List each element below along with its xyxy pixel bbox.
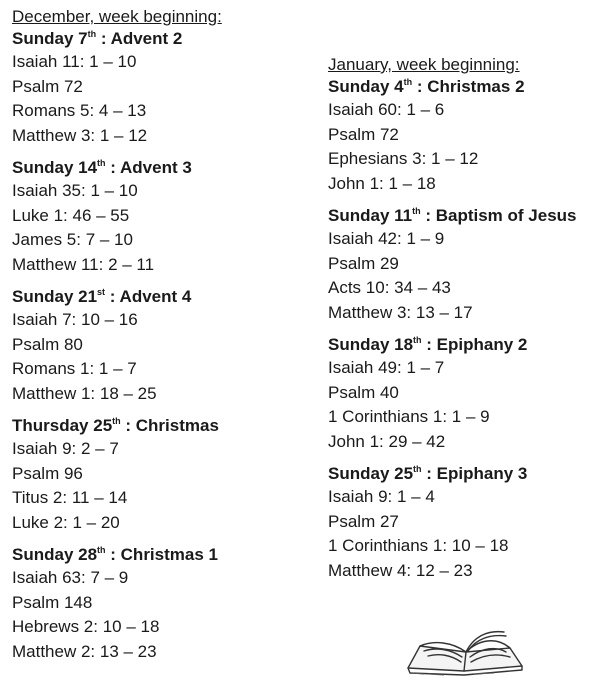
reading-line: Acts 10: 34 – 43 [328, 278, 451, 297]
week-occasion: : Advent 4 [105, 287, 192, 306]
week-title [328, 462, 603, 485]
december-week-sunday-28 [12, 543, 312, 664]
reading-line: Psalm 80 [12, 334, 83, 354]
day-ordinal-suffix: th [413, 464, 422, 474]
reading-line: Matthew 11: 2 – 11 [12, 254, 155, 274]
december-sunday-list [12, 27, 312, 664]
reading-line: Psalm 72 [12, 76, 83, 96]
week-title [328, 333, 603, 356]
week-occasion: : Christmas [120, 416, 219, 435]
reading-line: 1 Corinthians 1: 1 – 9 [328, 407, 490, 426]
january-week-sunday-4 [328, 75, 603, 196]
reading-line: Isaiah 42: 1 – 9 [328, 229, 445, 248]
reading-line: Psalm 29 [328, 253, 399, 273]
january-week-sunday-11 [328, 204, 603, 325]
reading-line: Psalm 27 [328, 511, 399, 531]
reading-line: Luke 1: 46 – 55 [12, 205, 130, 225]
reading-line: Isaiah 49: 1 – 7 [328, 358, 445, 377]
week-occasion: : Advent 2 [96, 29, 183, 48]
reading-line: Matthew 3: 1 – 12 [12, 125, 148, 145]
reading-line: Isaiah 35: 1 – 10 [12, 181, 138, 200]
week-title [12, 156, 312, 179]
day-ordinal-suffix: th [97, 158, 106, 168]
week-occasion: : Christmas 2 [412, 77, 525, 96]
week-day: Sunday 4 [328, 77, 404, 96]
reading-line: Titus 2: 11 – 14 [12, 488, 128, 507]
reading-line: Matthew 2: 13 – 23 [12, 641, 157, 661]
reading-line: Romans 1: 1 – 7 [12, 359, 137, 378]
week-occasion: : Christmas 1 [105, 545, 218, 564]
week-day: Sunday 14 [12, 158, 98, 177]
day-ordinal-suffix: th [413, 335, 422, 345]
week-day: Sunday 28 [12, 545, 98, 564]
day-ordinal-suffix: th [403, 77, 413, 87]
reading-line: Isaiah 60: 1 – 6 [328, 100, 445, 119]
week-title [12, 27, 312, 50]
week-occasion: : Advent 3 [105, 158, 192, 177]
january-week-sunday-25 [328, 462, 603, 583]
week-title [328, 75, 603, 98]
reading-line: John 1: 29 – 42 [328, 431, 446, 451]
reading-line: Isaiah 11: 1 – 10 [12, 52, 137, 71]
reading-line: 1 Corinthians 1: 10 – 18 [328, 536, 509, 555]
week-title [328, 204, 603, 227]
week-day: Sunday 7 [12, 29, 88, 48]
reading-line: Matthew 1: 18 – 25 [12, 383, 157, 403]
reading-line: Matthew 3: 13 – 17 [328, 302, 473, 322]
week-occasion: : Epiphany 3 [421, 464, 528, 483]
december-week-sunday-21 [12, 285, 312, 406]
day-ordinal-suffix: st [97, 287, 106, 297]
reading-line: Hebrews 2: 10 – 18 [12, 617, 160, 636]
reading-line: Romans 5: 4 – 13 [12, 101, 147, 120]
day-ordinal-suffix: th [87, 29, 97, 39]
reading-line: Psalm 148 [12, 592, 93, 612]
december-week-sunday-7 [12, 27, 312, 148]
open-book-icon [404, 624, 526, 676]
reading-line: Psalm 40 [328, 382, 399, 402]
reading-line: Isaiah 9: 2 – 7 [12, 439, 119, 458]
week-title [12, 543, 312, 566]
reading-line: Isaiah 7: 10 – 16 [12, 310, 138, 329]
reading-line: Psalm 96 [12, 463, 83, 483]
reading-line: Isaiah 63: 7 – 9 [12, 568, 129, 587]
day-ordinal-suffix: th [412, 206, 421, 216]
reading-line: Psalm 72 [328, 124, 399, 144]
reading-line: James 5: 7 – 10 [12, 230, 133, 249]
day-ordinal-suffix: th [97, 545, 106, 555]
week-occasion: : Epiphany 2 [421, 335, 528, 354]
week-day: Sunday 11 [328, 206, 413, 225]
january-column [328, 54, 603, 591]
reading-line: Ephesians 3: 1 – 12 [328, 149, 479, 168]
day-ordinal-suffix: th [112, 416, 121, 426]
reading-line: Isaiah 9: 1 – 4 [328, 487, 435, 506]
week-occasion: : Baptism of Jesus [420, 206, 577, 225]
week-day: Sunday 25 [328, 464, 414, 483]
week-day: Sunday 18 [328, 335, 414, 354]
reading-line: Matthew 4: 12 – 23 [328, 560, 473, 580]
week-day: Sunday 21 [12, 287, 98, 306]
december-week-thursday-25 [12, 414, 312, 535]
week-title [12, 285, 312, 308]
december-heading: December, week beginning: [12, 7, 222, 26]
reading-line: John 1: 1 – 18 [328, 173, 436, 193]
december-column [12, 6, 312, 672]
january-week-sunday-18 [328, 333, 603, 454]
week-title [12, 414, 312, 437]
reading-line: Luke 2: 1 – 20 [12, 512, 120, 532]
january-sunday-list [328, 75, 603, 583]
december-week-sunday-14 [12, 156, 312, 277]
january-heading: January, week beginning: [328, 55, 520, 74]
week-day: Thursday 25 [12, 416, 113, 435]
